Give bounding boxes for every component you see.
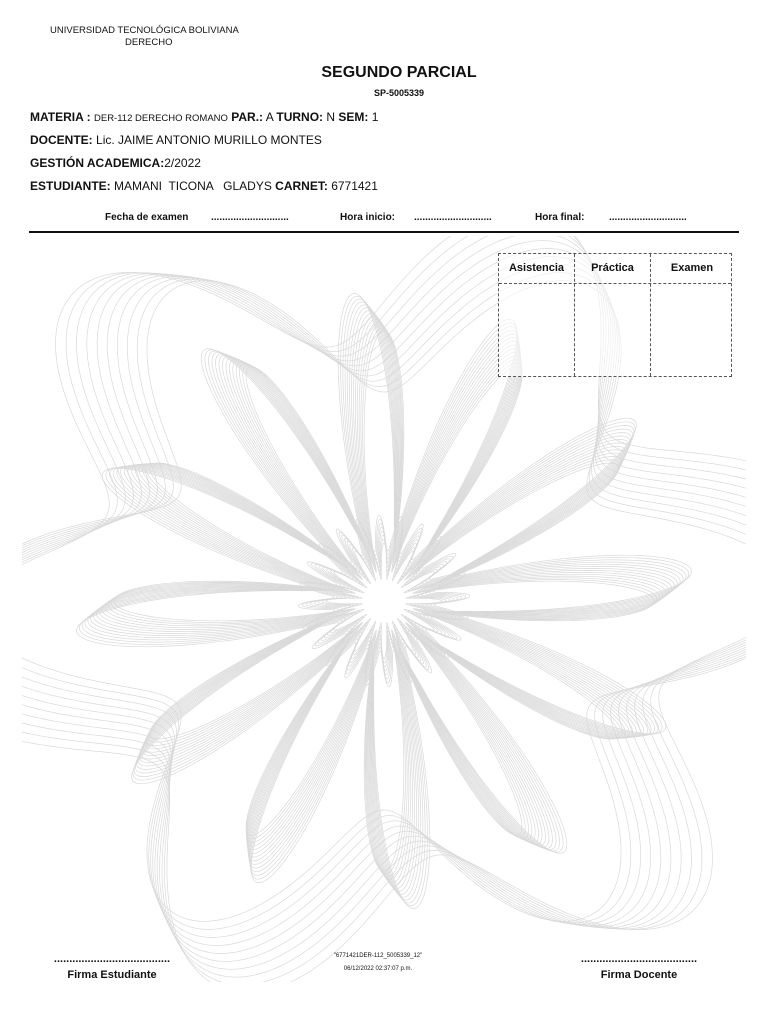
guilloche-curve — [105, 322, 663, 880]
guilloche-curve — [79, 296, 689, 906]
guilloche-curve — [96, 313, 671, 888]
attendance-header: Asistencia — [508, 262, 565, 274]
exam-code: SP-5005339 — [373, 88, 425, 98]
student-line — [30, 179, 378, 193]
guilloche-curve — [99, 316, 669, 886]
grades-column-attendance — [499, 254, 575, 376]
fecha-label: Fecha de examen — [105, 212, 189, 223]
student-signature — [45, 955, 179, 981]
sem-value: 1 — [371, 110, 379, 124]
estudiante-label: ESTUDIANTE: — [30, 179, 111, 193]
par-label: PAR.: — [231, 110, 264, 124]
gestion-value: 2/2022 — [164, 156, 201, 170]
subject-line — [30, 110, 378, 124]
gestion-label: GESTIÓN ACADEMICA: — [30, 156, 165, 170]
hora-final-value: ............................ — [609, 212, 687, 223]
teacher-signature-label: Firma Docente — [600, 969, 678, 981]
practice-header: Práctica — [591, 262, 634, 274]
exam-header: Examen — [670, 262, 714, 274]
grades-table — [498, 253, 732, 377]
hora-inicio-value: ............................ — [414, 212, 492, 223]
hora-final-label: Hora final: — [535, 212, 585, 223]
guilloche-curve — [108, 325, 660, 877]
student-signature-label: Firma Estudiante — [67, 969, 157, 981]
exam-times-row — [0, 212, 768, 226]
guilloche-curve — [102, 319, 666, 883]
header-divider — [29, 231, 739, 233]
carnet-label: CARNET: — [275, 179, 328, 193]
hora-inicio-label: Hora inicio: — [340, 212, 396, 223]
exam-title: SEGUNDO PARCIAL — [321, 64, 477, 81]
sem-label: SEM: — [338, 110, 369, 124]
grades-column-practice — [575, 254, 651, 376]
university-name: UNIVERSIDAD TECNOLÓGICA BOLIVIANA — [50, 25, 239, 36]
document-stamp-datetime: 06/12/2022 02:37:07 p.m. — [343, 966, 413, 972]
teacher-signature-line: ...................................... — [580, 955, 698, 965]
docente-value: Lic. JAIME ANTONIO MURILLO MONTES — [96, 133, 322, 147]
guilloche-curve — [88, 305, 680, 897]
docente-label: DOCENTE: — [30, 133, 93, 147]
materia-value: DER-112 DERECHO ROMANO — [94, 113, 228, 124]
par-value: A — [265, 110, 274, 124]
teacher-line — [30, 133, 322, 147]
guilloche-curve — [111, 328, 657, 874]
turno-label: TURNO: — [276, 110, 324, 124]
student-signature-line: ...................................... — [53, 955, 171, 965]
faculty-name: DERECHO — [125, 37, 173, 48]
guilloche-curve — [114, 331, 654, 871]
institution-header — [50, 25, 239, 49]
guilloche-curve — [93, 310, 674, 891]
turno-value: N — [326, 110, 336, 124]
estudiante-value: MAMANI TICONA GLADYS — [114, 179, 272, 193]
carnet-value: 6771421 — [331, 179, 378, 193]
materia-label: MATERIA : — [30, 110, 91, 124]
guilloche-curve — [82, 299, 686, 903]
guilloche-curve — [91, 308, 678, 895]
guilloche-curve — [322, 539, 446, 663]
grades-column-exam — [651, 254, 733, 376]
document-stamp-code: "6771421DER-112_5005339_12" — [333, 953, 423, 959]
fecha-value: ............................ — [211, 212, 289, 223]
academic-term-line — [30, 156, 201, 170]
teacher-signature — [572, 955, 706, 981]
